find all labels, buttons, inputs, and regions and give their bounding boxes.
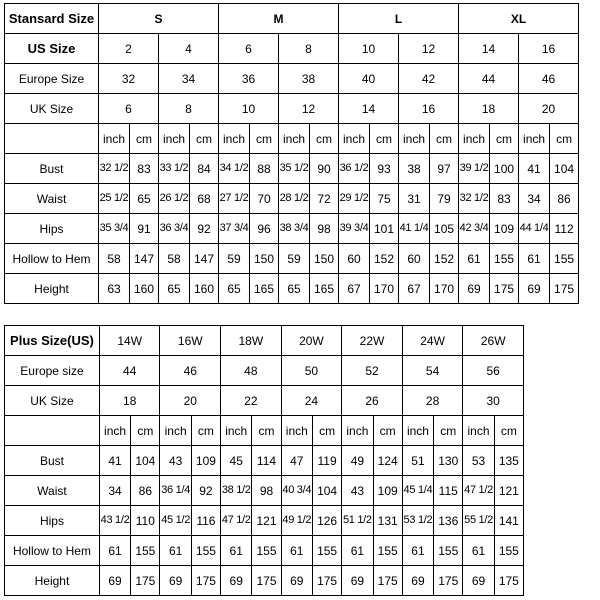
value-cell: 67: [399, 274, 430, 304]
value-cell: 83: [130, 154, 159, 184]
value-cell: 51: [402, 446, 433, 476]
europe-size-cell: 32: [99, 64, 159, 94]
value-cell: 69: [519, 274, 550, 304]
value-cell: 49: [342, 446, 373, 476]
measurement-row-waist: [5, 476, 524, 506]
value-cell: 86: [550, 184, 579, 214]
uk-size-cell: 28: [402, 386, 463, 416]
europe-size-cell: 44: [99, 356, 160, 386]
value-cell: 65: [159, 274, 190, 304]
value-cell: 38: [399, 154, 430, 184]
value-cell: 69: [99, 566, 130, 596]
value-cell: 47 1/2: [463, 476, 494, 506]
value-cell: 47 1/2: [221, 506, 252, 536]
value-cell: 45 1/2: [160, 506, 191, 536]
value-cell: 32 1/2: [459, 184, 490, 214]
value-cell: 175: [434, 566, 463, 596]
plus-size-26w: 26W: [463, 326, 524, 356]
value-cell: 40 3/4: [281, 476, 312, 506]
value-cell: 109: [373, 476, 402, 506]
value-cell: 53: [463, 446, 494, 476]
value-cell: 35 3/4: [99, 214, 130, 244]
value-cell: 101: [370, 214, 399, 244]
standard-size-label: Stansard Size: [5, 4, 99, 34]
value-cell: 116: [191, 506, 220, 536]
value-cell: 59: [279, 244, 310, 274]
value-cell: 170: [430, 274, 459, 304]
value-cell: 175: [494, 566, 523, 596]
unit-inch: inch: [159, 124, 190, 154]
plus-size-16w: 16W: [160, 326, 221, 356]
value-cell: 175: [312, 566, 341, 596]
europe-size-row: [5, 356, 524, 386]
uk-size-cell: 10: [219, 94, 279, 124]
europe-size-cell: 52: [342, 356, 403, 386]
value-cell: 160: [130, 274, 159, 304]
value-cell: 61: [342, 536, 373, 566]
unit-inch: inch: [99, 124, 130, 154]
size-group-s: S: [99, 4, 219, 34]
value-cell: 41 1/4: [399, 214, 430, 244]
europe-size-row: [5, 64, 579, 94]
unit-cm: cm: [434, 416, 463, 446]
us-size-cell: 2: [99, 34, 159, 64]
value-cell: 152: [430, 244, 459, 274]
us-size-cell: 14: [459, 34, 519, 64]
plus-size-label: Plus Size(US): [5, 326, 100, 356]
size-group-m: M: [219, 4, 339, 34]
unit-cm: cm: [370, 124, 399, 154]
unit-inch: inch: [160, 416, 191, 446]
uk-size-cell: 20: [160, 386, 221, 416]
uk-size-row: [5, 386, 524, 416]
value-cell: 93: [370, 154, 399, 184]
value-cell: 31: [399, 184, 430, 214]
measurement-row-height: [5, 566, 524, 596]
europe-size-cell: 34: [159, 64, 219, 94]
value-cell: 45 1/4: [402, 476, 433, 506]
value-cell: 92: [191, 476, 220, 506]
plus-size-20w: 20W: [281, 326, 342, 356]
value-cell: 79: [430, 184, 459, 214]
value-cell: 109: [191, 446, 220, 476]
europe-size-cell: 36: [219, 64, 279, 94]
row-label: Europe Size: [5, 64, 99, 94]
value-cell: 67: [339, 274, 370, 304]
value-cell: 155: [373, 536, 402, 566]
row-label: Waist: [5, 476, 100, 506]
unit-cm: cm: [312, 416, 341, 446]
value-cell: 58: [99, 244, 130, 274]
measurement-row-hips: [5, 214, 579, 244]
value-cell: 86: [131, 476, 160, 506]
us-size-cell: 16: [519, 34, 579, 64]
value-cell: 170: [370, 274, 399, 304]
value-cell: 141: [494, 506, 523, 536]
value-cell: 41: [99, 446, 130, 476]
value-cell: 165: [310, 274, 339, 304]
uk-size-cell: 20: [519, 94, 579, 124]
value-cell: 36 1/2: [339, 154, 370, 184]
value-cell: 51 1/2: [342, 506, 373, 536]
value-cell: 25 1/2: [99, 184, 130, 214]
value-cell: 43 1/2: [99, 506, 130, 536]
plus-size-14w: 14W: [99, 326, 160, 356]
europe-size-cell: 40: [339, 64, 399, 94]
value-cell: 61: [402, 536, 433, 566]
value-cell: 96: [250, 214, 279, 244]
measurement-row-bust: [5, 446, 524, 476]
value-cell: 69: [221, 566, 252, 596]
measurement-row-height: [5, 274, 579, 304]
value-cell: 58: [159, 244, 190, 274]
value-cell: 150: [250, 244, 279, 274]
uk-size-row: [5, 94, 579, 124]
value-cell: 45: [221, 446, 252, 476]
value-cell: 61: [519, 244, 550, 274]
measurement-row-hips: [5, 506, 524, 536]
value-cell: 43: [342, 476, 373, 506]
unit-inch: inch: [459, 124, 490, 154]
unit-inch: inch: [463, 416, 494, 446]
row-label: Height: [5, 566, 100, 596]
us-size-cell: 10: [339, 34, 399, 64]
value-cell: 36 3/4: [159, 214, 190, 244]
value-cell: 155: [550, 244, 579, 274]
row-label: Hips: [5, 506, 100, 536]
value-cell: 88: [250, 154, 279, 184]
uk-size-cell: 16: [399, 94, 459, 124]
row-label: UK Size: [5, 94, 99, 124]
value-cell: 69: [463, 566, 494, 596]
value-cell: 65: [279, 274, 310, 304]
value-cell: 130: [434, 446, 463, 476]
value-cell: 60: [339, 244, 370, 274]
europe-size-cell: 54: [402, 356, 463, 386]
value-cell: 29 1/2: [339, 184, 370, 214]
unit-cm: cm: [310, 124, 339, 154]
value-cell: 175: [252, 566, 281, 596]
unit-inch: inch: [399, 124, 430, 154]
value-cell: 41: [519, 154, 550, 184]
row-label: Waist: [5, 184, 99, 214]
unit-cm: cm: [131, 416, 160, 446]
unit-cm: cm: [430, 124, 459, 154]
value-cell: 32 1/2: [99, 154, 130, 184]
value-cell: 69: [160, 566, 191, 596]
value-cell: 69: [342, 566, 373, 596]
value-cell: 121: [494, 476, 523, 506]
uk-size-cell: 8: [159, 94, 219, 124]
value-cell: 175: [490, 274, 519, 304]
value-cell: 61: [221, 536, 252, 566]
row-label: Hollow to Hem: [5, 244, 99, 274]
value-cell: 150: [310, 244, 339, 274]
value-cell: 42 3/4: [459, 214, 490, 244]
unit-cm: cm: [191, 416, 220, 446]
value-cell: 110: [131, 506, 160, 536]
value-cell: 98: [310, 214, 339, 244]
value-cell: 175: [550, 274, 579, 304]
uk-size-cell: 18: [99, 386, 160, 416]
europe-size-cell: 38: [279, 64, 339, 94]
uk-size-cell: 30: [463, 386, 524, 416]
europe-size-cell: 44: [459, 64, 519, 94]
header-row: [5, 4, 579, 34]
value-cell: 37 3/4: [219, 214, 250, 244]
value-cell: 49 1/2: [281, 506, 312, 536]
value-cell: 155: [494, 536, 523, 566]
unit-inch: inch: [219, 124, 250, 154]
row-label-empty: [5, 416, 100, 446]
value-cell: 175: [191, 566, 220, 596]
value-cell: 155: [191, 536, 220, 566]
unit-inch: inch: [221, 416, 252, 446]
value-cell: 69: [459, 274, 490, 304]
value-cell: 47: [281, 446, 312, 476]
value-cell: 61: [281, 536, 312, 566]
unit-inch: inch: [281, 416, 312, 446]
value-cell: 92: [190, 214, 219, 244]
value-cell: 61: [99, 536, 130, 566]
europe-size-cell: 56: [463, 356, 524, 386]
europe-size-cell: 46: [519, 64, 579, 94]
value-cell: 72: [310, 184, 339, 214]
uk-size-cell: 18: [459, 94, 519, 124]
size-group-xl: XL: [459, 4, 579, 34]
header-row: [5, 326, 524, 356]
unit-inch: inch: [342, 416, 373, 446]
value-cell: 155: [312, 536, 341, 566]
value-cell: 59: [219, 244, 250, 274]
value-cell: 121: [252, 506, 281, 536]
value-cell: 35 1/2: [279, 154, 310, 184]
europe-size-cell: 46: [160, 356, 221, 386]
unit-cm: cm: [252, 416, 281, 446]
value-cell: 115: [434, 476, 463, 506]
value-cell: 147: [130, 244, 159, 274]
value-cell: 69: [402, 566, 433, 596]
value-cell: 39 3/4: [339, 214, 370, 244]
europe-size-cell: 48: [221, 356, 282, 386]
uk-size-cell: 14: [339, 94, 399, 124]
unit-cm: cm: [373, 416, 402, 446]
value-cell: 26 1/2: [159, 184, 190, 214]
value-cell: 39 1/2: [459, 154, 490, 184]
value-cell: 68: [190, 184, 219, 214]
europe-size-cell: 50: [281, 356, 342, 386]
value-cell: 155: [252, 536, 281, 566]
row-label: Hollow to Hem: [5, 536, 100, 566]
unit-row: [5, 416, 524, 446]
value-cell: 104: [550, 154, 579, 184]
measurement-row-hollow-to-hem: [5, 536, 524, 566]
row-label: Bust: [5, 154, 99, 184]
value-cell: 124: [373, 446, 402, 476]
unit-inch: inch: [99, 416, 130, 446]
unit-cm: cm: [250, 124, 279, 154]
value-cell: 69: [281, 566, 312, 596]
value-cell: 65: [130, 184, 159, 214]
value-cell: 75: [370, 184, 399, 214]
value-cell: 38 1/2: [221, 476, 252, 506]
uk-size-cell: 6: [99, 94, 159, 124]
value-cell: 44 1/4: [519, 214, 550, 244]
unit-row: [5, 124, 579, 154]
value-cell: 105: [430, 214, 459, 244]
value-cell: 100: [490, 154, 519, 184]
value-cell: 55 1/2: [463, 506, 494, 536]
us-size-cell: 8: [279, 34, 339, 64]
value-cell: 61: [459, 244, 490, 274]
value-cell: 36 1/4: [160, 476, 191, 506]
row-label: UK Size: [5, 386, 100, 416]
size-group-l: L: [339, 4, 459, 34]
value-cell: 160: [190, 274, 219, 304]
value-cell: 135: [494, 446, 523, 476]
plus-size-table: [4, 325, 524, 596]
unit-cm: cm: [490, 124, 519, 154]
value-cell: 90: [310, 154, 339, 184]
value-cell: 43: [160, 446, 191, 476]
value-cell: 165: [250, 274, 279, 304]
value-cell: 70: [250, 184, 279, 214]
unit-inch: inch: [279, 124, 310, 154]
unit-inch: inch: [402, 416, 433, 446]
value-cell: 112: [550, 214, 579, 244]
value-cell: 131: [373, 506, 402, 536]
value-cell: 155: [434, 536, 463, 566]
row-label: Bust: [5, 446, 100, 476]
us-size-cell: 4: [159, 34, 219, 64]
value-cell: 152: [370, 244, 399, 274]
value-cell: 104: [312, 476, 341, 506]
value-cell: 60: [399, 244, 430, 274]
value-cell: 104: [131, 446, 160, 476]
value-cell: 34 1/2: [219, 154, 250, 184]
value-cell: 175: [131, 566, 160, 596]
plus-size-24w: 24W: [402, 326, 463, 356]
row-label-empty: [5, 124, 99, 154]
uk-size-cell: 12: [279, 94, 339, 124]
uk-size-cell: 24: [281, 386, 342, 416]
value-cell: 155: [490, 244, 519, 274]
value-cell: 61: [160, 536, 191, 566]
value-cell: 109: [490, 214, 519, 244]
measurement-row-hollow-to-hem: [5, 244, 579, 274]
standard-size-table: [4, 3, 579, 304]
value-cell: 28 1/2: [279, 184, 310, 214]
value-cell: 155: [131, 536, 160, 566]
value-cell: 147: [190, 244, 219, 274]
plus-size-22w: 22W: [342, 326, 403, 356]
value-cell: 114: [252, 446, 281, 476]
value-cell: 91: [130, 214, 159, 244]
measurement-row-waist: [5, 184, 579, 214]
value-cell: 27 1/2: [219, 184, 250, 214]
value-cell: 83: [490, 184, 519, 214]
value-cell: 136: [434, 506, 463, 536]
value-cell: 38 3/4: [279, 214, 310, 244]
value-cell: 98: [252, 476, 281, 506]
value-cell: 65: [219, 274, 250, 304]
plus-size-18w: 18W: [221, 326, 282, 356]
measurement-row-bust: [5, 154, 579, 184]
value-cell: 33 1/2: [159, 154, 190, 184]
us-size-cell: 12: [399, 34, 459, 64]
unit-inch: inch: [519, 124, 550, 154]
value-cell: 34: [99, 476, 130, 506]
row-label: Hips: [5, 214, 99, 244]
value-cell: 63: [99, 274, 130, 304]
unit-cm: cm: [130, 124, 159, 154]
unit-cm: cm: [550, 124, 579, 154]
uk-size-cell: 22: [221, 386, 282, 416]
row-label: Europe size: [5, 356, 100, 386]
row-label: Height: [5, 274, 99, 304]
value-cell: 84: [190, 154, 219, 184]
value-cell: 97: [430, 154, 459, 184]
value-cell: 61: [463, 536, 494, 566]
value-cell: 34: [519, 184, 550, 214]
value-cell: 119: [312, 446, 341, 476]
row-label: US Size: [5, 34, 99, 64]
europe-size-cell: 42: [399, 64, 459, 94]
unit-cm: cm: [494, 416, 523, 446]
uk-size-cell: 26: [342, 386, 403, 416]
value-cell: 175: [373, 566, 402, 596]
value-cell: 126: [312, 506, 341, 536]
unit-cm: cm: [190, 124, 219, 154]
value-cell: 53 1/2: [402, 506, 433, 536]
us-size-cell: 6: [219, 34, 279, 64]
unit-inch: inch: [339, 124, 370, 154]
us-size-row: [5, 34, 579, 64]
